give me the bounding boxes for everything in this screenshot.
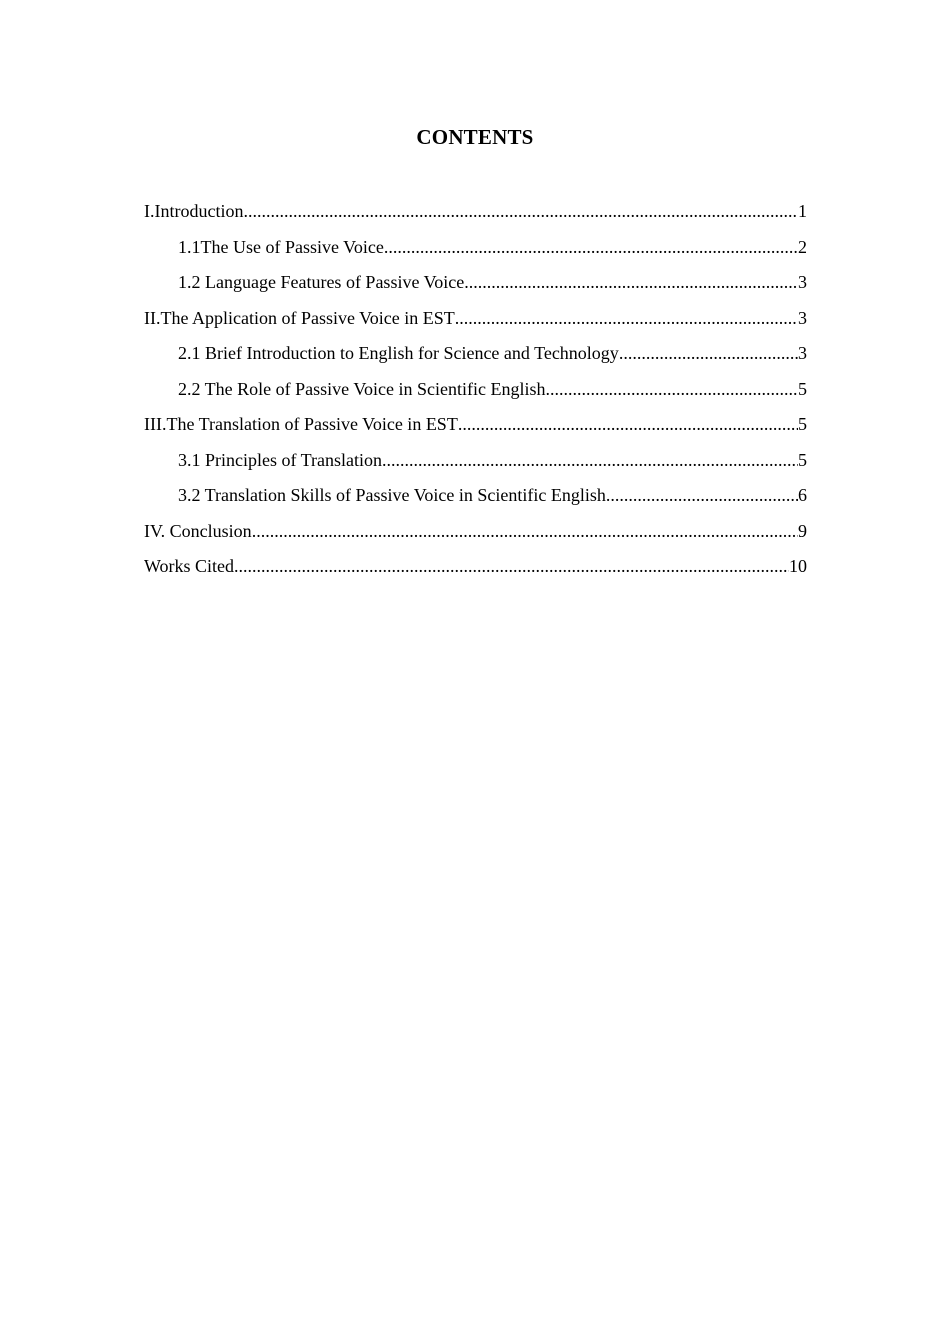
toc-entry-conclusion[interactable] <box>144 518 807 554</box>
toc-entry-label: 3.2 Translation Skills of Passive Voice in Scientific English <box>178 485 606 505</box>
toc-entry-label: 1.2 Language Features of Passive Voice <box>178 272 465 292</box>
toc-entry-label: II.The Application of Passive Voice in EST <box>144 307 455 328</box>
toc-entry-principles-of-translation[interactable] <box>144 447 807 483</box>
toc-entry-label: I.Introduction <box>144 201 244 221</box>
toc-entry-label: IV. Conclusion <box>144 520 252 541</box>
toc-dot-leader <box>606 482 798 508</box>
toc-page-number: 6 <box>798 485 807 505</box>
toc-page-number: 2 <box>798 236 807 257</box>
toc-page-number: 5 <box>798 414 807 434</box>
toc-dot-leader <box>464 269 798 295</box>
toc-entry-label: 2.1 Brief Introduction to English for Science and Technology <box>178 343 619 363</box>
toc-dot-leader <box>458 411 798 437</box>
toc-page-number: 3 <box>798 307 807 328</box>
toc-entry-translation-skills[interactable] <box>144 482 807 518</box>
toc-page-number: 5 <box>798 449 807 470</box>
toc-dot-leader <box>243 198 798 224</box>
toc-page-number: 9 <box>798 520 807 541</box>
toc-entry-use-of-passive-voice[interactable] <box>144 234 807 270</box>
toc-dot-leader <box>252 518 798 544</box>
toc-page-number: 5 <box>798 378 807 399</box>
toc-entry-label: 3.1 Principles of Translation <box>178 449 383 470</box>
toc-entry-label: 1.1The Use of Passive Voice <box>178 236 384 257</box>
toc-entry-role-of-passive-voice[interactable] <box>144 376 807 412</box>
toc-entry-application-in-est[interactable] <box>144 305 807 341</box>
toc-page-number: 1 <box>798 201 807 221</box>
toc-page-number: 3 <box>798 343 807 363</box>
toc-entry-works-cited[interactable] <box>144 553 807 589</box>
toc-dot-leader <box>545 376 798 402</box>
toc-entry-brief-introduction[interactable] <box>144 340 807 376</box>
toc-dot-leader <box>455 305 798 331</box>
toc-page-number: 3 <box>798 272 807 292</box>
toc-dot-leader <box>234 553 789 579</box>
toc-entry-label: Works Cited <box>144 556 235 576</box>
toc-entry-introduction[interactable] <box>144 198 807 234</box>
contents-heading: CONTENTS <box>416 125 534 149</box>
toc-dot-leader <box>384 234 798 260</box>
toc-entry-translation-in-est[interactable] <box>144 411 807 447</box>
toc-page-number: 10 <box>789 556 807 576</box>
toc-entry-language-features[interactable] <box>144 269 807 305</box>
toc-entry-label: III.The Translation of Passive Voice in EST <box>144 414 458 434</box>
table-of-contents <box>144 198 807 589</box>
toc-entry-label: 2.2 The Role of Passive Voice in Scientific English <box>178 378 546 399</box>
toc-dot-leader <box>619 340 798 366</box>
toc-dot-leader <box>382 447 798 473</box>
